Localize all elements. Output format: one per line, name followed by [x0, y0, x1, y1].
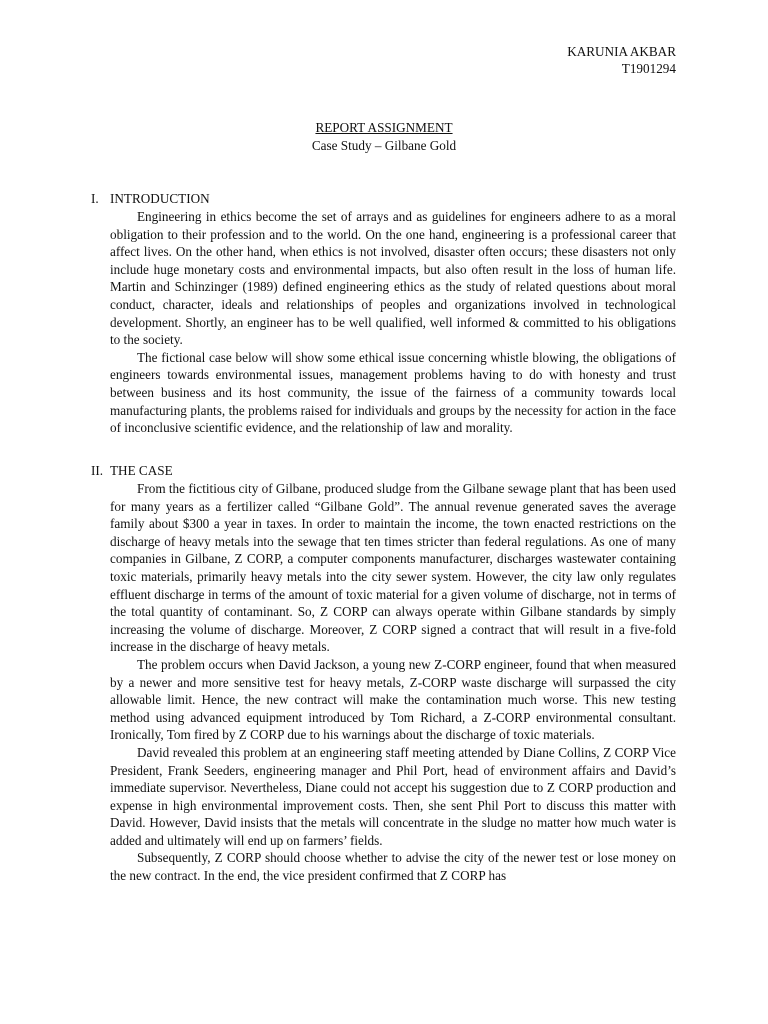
section-heading-the-case: [91, 462, 173, 480]
paragraph: Engineering in ethics become the set of arrays and as guidelines for engineers adhere to as a moral obligation to their profession and to the world. On the one hand, engineering is a professional career that affect lives. On the other hand, when ethics is not involved, disaster often occurs; these disasters not only include huge monetary costs and environmental impacts, but also often result in the loss of human life. Martin and Schinzinger (1989) defined engineering ethics as the study of related questions about moral conduct, character, ideals and relationships of peoples and organizations involved in technological development. Shortly, an engineer has to be well qualified, well informed & committed to his obligations to the society.: [110, 209, 676, 348]
report-subtitle: Case Study – Gilbane Gold: [311, 137, 457, 153]
section-body-introduction: [110, 208, 676, 437]
title-block: [0, 119, 768, 154]
author-block: [567, 43, 676, 77]
paragraph: The problem occurs when David Jackson, a young new Z-CORP engineer, found that when measured by a newer and more sensitive test for heavy metals, Z-CORP waste discharge will surpassed the city allowable limit. Hence, the new contract will make the contamination much worse. This new testing method using advanced equipment introduced by Tom Richard, a Z-CORP environmental consultant. Ironically, Tom fired by Z CORP due to his warnings about the discharge of toxic materials.: [110, 656, 676, 743]
author-id: T1901294: [621, 61, 676, 76]
section-heading-introduction: [91, 190, 210, 208]
section-number: II.: [91, 463, 104, 478]
section-title: INTRODUCTION: [110, 191, 210, 206]
section-number: I.: [91, 191, 99, 206]
paragraph: The fictional case below will show some ethical issue concerning whistle blowing, the obligations of engineers towards environmental issues, management problems having to do with honesty and trust between business and its host community, the issue of the fairness of a community towards local manufacturing plants, the problems raised for individuals and groups by the necessity for action in the face of inconclusive scientific evidence, and the relationship of law and morality.: [110, 349, 676, 436]
paragraph: From the fictitious city of Gilbane, produced sludge from the Gilbane sewage plant that has been used for many years as a fertilizer called “Gilbane Gold”. The annual revenue generated saves the average family about $300 a year in taxes. In order to maintain the income, the town enacted restrictions on the discharge of heavy metals into the sewage that ten times stricter than federal regulations. As one of many companies in Gilbane, Z CORP, a computer components manufacturer, discharges wastewater containing toxic materials, primarily heavy metals into the city sewer system. However, the city law only regulates effluent discharge in terms of the amount of toxic material for a given volume of discharge, not in terms of the total quantity of contaminant. So, Z CORP can always operate within Gilbane standards by simply increasing the volume of discharge. Moreover, Z CORP signed a contract that will result in a five-fold increase in the discharge of heavy metals.: [110, 481, 676, 655]
author-name: KARUNIA AKBAR: [567, 44, 676, 59]
report-title: REPORT ASSIGNMENT: [315, 120, 453, 135]
paragraph: David revealed this problem at an engineering staff meeting attended by Diane Collins, Z CORP Vice President, Frank Seeders, engineering manager and Phil Port, head of environment affairs and David’s immediate supervisor. Nevertheless, Diane could not accept his suggestion due to Z CORP production and expense in high environmental improvement costs. Then, she sent Phil Port to discuss this matter with David. However, David insists that the metals will concentrate in the sludge no matter how much water is added and ultimately will end up on farmers’ fields.: [110, 744, 676, 848]
paragraph: Subsequently, Z CORP should choose whether to advise the city of the newer test or lose money on the new contract. In the end, the vice president confirmed that Z CORP has: [110, 850, 676, 884]
section-body-the-case: [110, 480, 676, 885]
section-title: THE CASE: [110, 463, 173, 478]
